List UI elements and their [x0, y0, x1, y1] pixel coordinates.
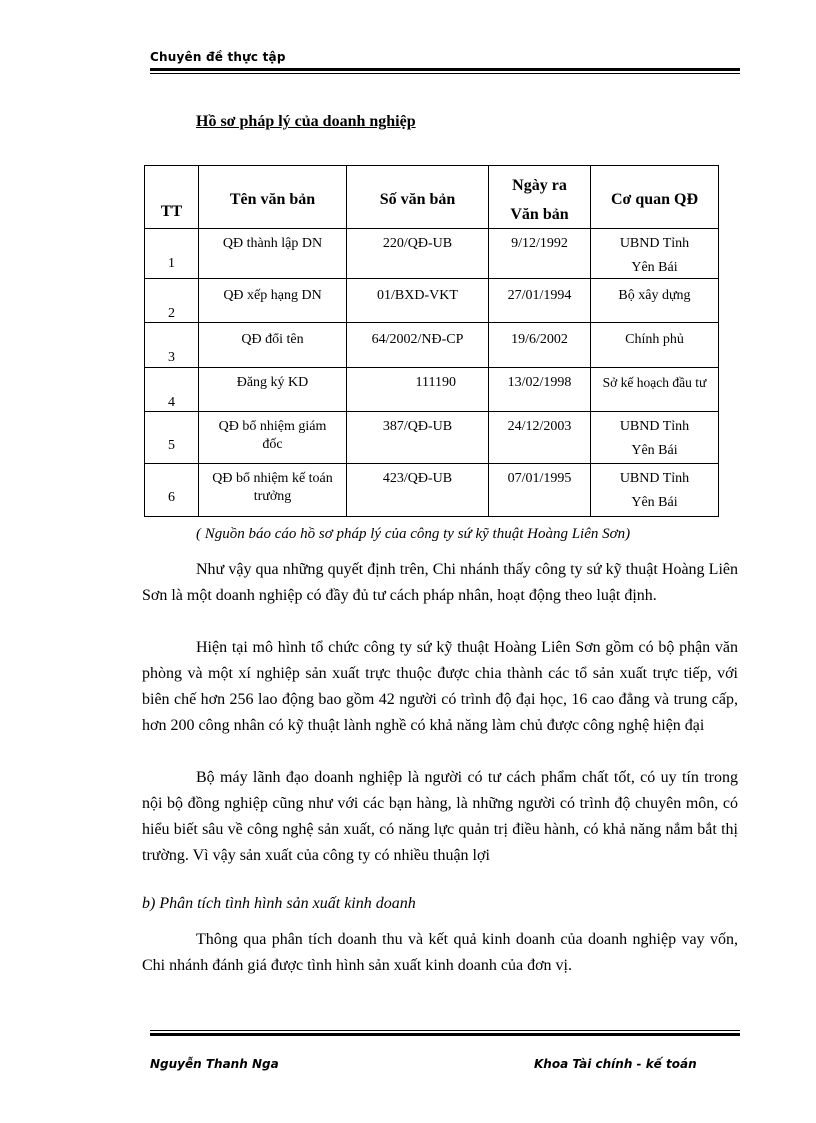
table-row: 1 QĐ thành lập DN 220/QĐ-UB 9/12/1992 UBND Tỉnh Yên Bái: [145, 229, 719, 279]
footer-author: Nguyễn Thanh Nga: [150, 1057, 279, 1071]
footer-rule: [150, 1028, 740, 1036]
header-name: Tên văn bản: [199, 166, 347, 229]
paragraph-3: Bộ máy lãnh đạo doanh nghiệp là người có tư cách phẩm chất tốt, có uy tín trong nội bộ đồng nghiệp cũng như với các bạn hàng, là những người có trình độ chuyên môn, có hiểu biết sâu về công nghệ sản xuất, có năng lực quản trị điều hành, có khả năng nắm bắt thị trường. Vì vậy sản xuất của công ty có nhiều thuận lợi: [142, 769, 738, 864]
header-rule: [150, 68, 740, 74]
section-title: Hồ sơ pháp lý của doanh nghiệp: [196, 113, 416, 130]
paragraph-2: Hiện tại mô hình tổ chức công ty sứ kỹ thuật Hoàng Liên Sơn gồm có bộ phận văn phòng và một xí nghiệp sản xuất trực thuộc được chia thành các tổ sản xuất trực tiếp, với biên chế hơn 256 lao động bao gồm 42 người có trình độ đại học, 16 cao đẳng và trung cấp, hơn 200 công nhân có kỹ thuật lành nghề có khả năng làm chủ được công nghệ hiện đại: [142, 639, 738, 734]
subheading: b) Phân tích tình hình sản xuất kinh doanh: [142, 895, 416, 912]
paragraph-1: Như vậy qua những quyết định trên, Chi nhánh thấy công ty sứ kỹ thuật Hoàng Liên Sơn là một doanh nghiệp có đầy đủ tư cách pháp nhân, hoạt động theo luật định.: [142, 561, 738, 604]
table-header-row: [145, 166, 719, 229]
table-row: 6 QĐ bổ nhiệm kế toán trưởng 423/QĐ-UB 07/01/1995 UBND Tỉnh Yên Bái: [145, 464, 719, 517]
header-number: Số văn bản: [347, 166, 489, 229]
paragraph-4: Thông qua phân tích doanh thu và kết quả kinh doanh của doanh nghiệp vay vốn, Chi nhánh đánh giá được tình hình sản xuất kinh doanh của đơn vị.: [142, 931, 738, 974]
table-row: 5 QĐ bổ nhiệm giám đốc 387/QĐ-UB 24/12/2003 UBND Tỉnh Yên Bái: [145, 412, 719, 464]
header-date: Ngày ra Văn bản: [489, 166, 591, 229]
footer-department: Khoa Tài chính - kế toán: [534, 1057, 697, 1071]
table-row: 2 QĐ xếp hạng DN 01/BXD-VKT 27/01/1994 Bộ xây dựng: [145, 279, 719, 323]
header-agency: Cơ quan QĐ: [591, 166, 719, 229]
table-row: 3 QĐ đổi tên 64/2002/NĐ-CP 19/6/2002 Chính phủ: [145, 323, 719, 368]
page-header: Chuyên đề thực tập: [150, 50, 286, 64]
source-note: ( Nguồn báo cáo hồ sơ pháp lý của công ty sứ kỹ thuật Hoàng Liên Sơn): [196, 526, 631, 542]
legal-documents-table: [144, 165, 719, 517]
table-row: 4 Đăng ký KD 111190 13/02/1998 Sở kế hoạch đầu tư: [145, 368, 719, 412]
header-tt: TT: [145, 166, 199, 229]
